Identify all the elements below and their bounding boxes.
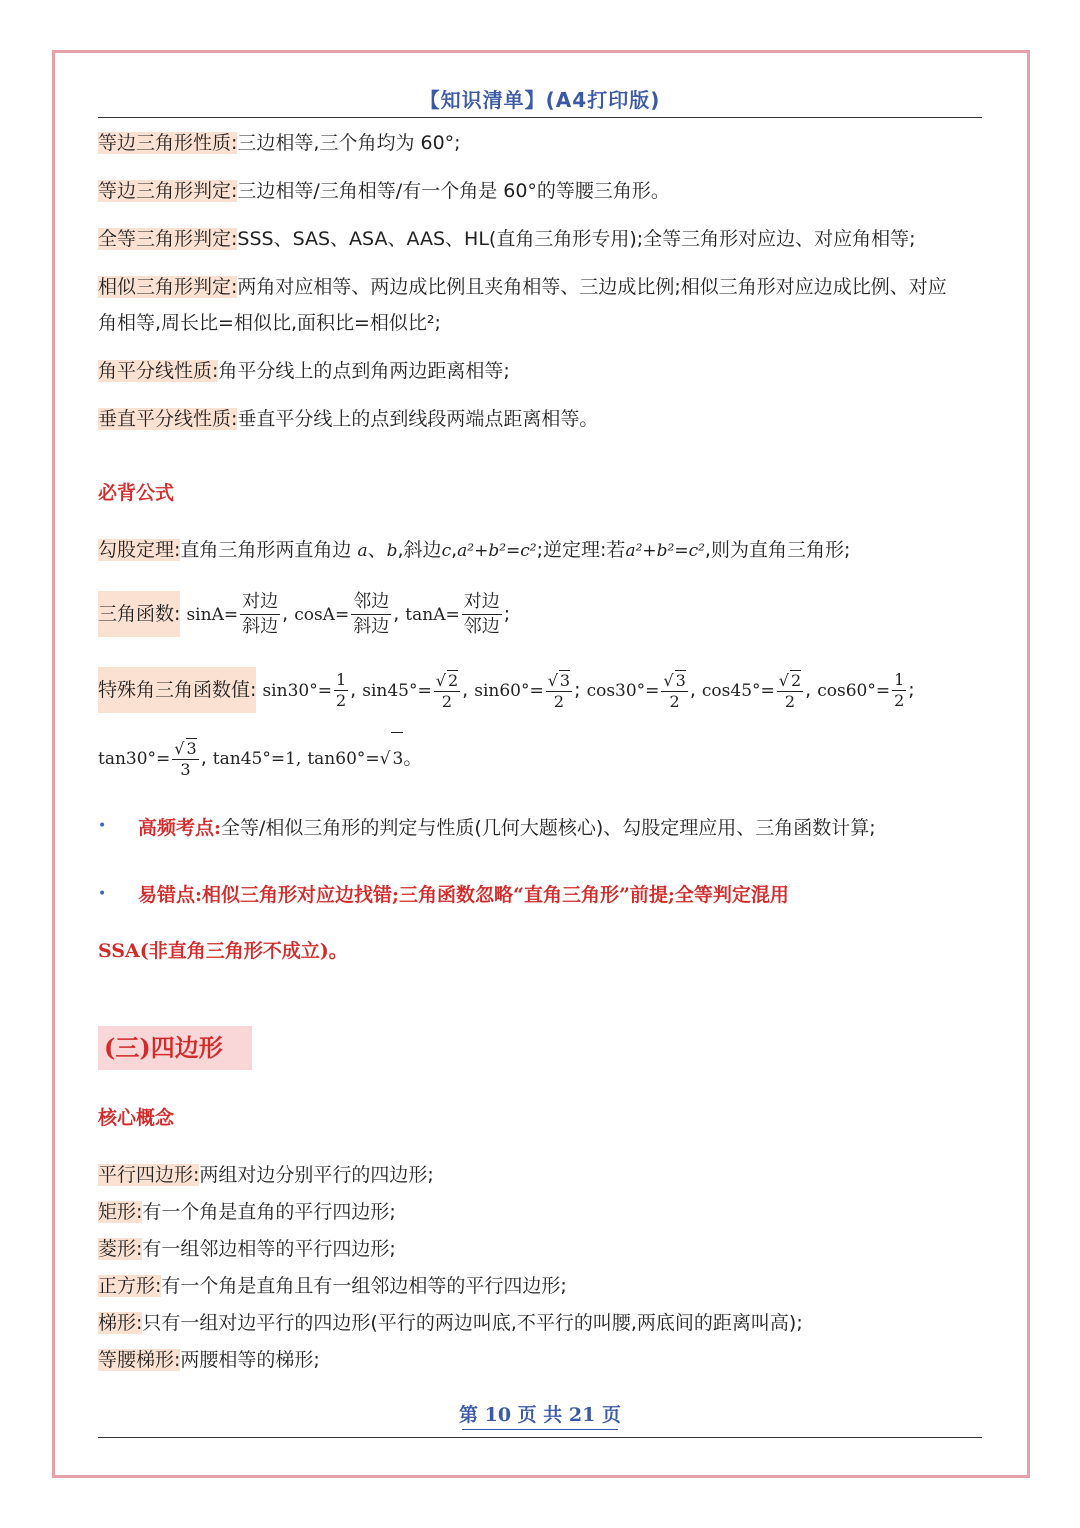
term-label: 平行四边形: — [98, 1164, 200, 1186]
term-label: 正方形: — [98, 1275, 162, 1297]
tan-values — [98, 732, 422, 784]
radicand: 2 — [447, 670, 459, 690]
cos60-fraction — [892, 670, 906, 711]
def-isosceles-trapezoid — [98, 1347, 320, 1373]
pythag-equation: a²+b²=c² — [457, 541, 537, 561]
bullet-text: 全等/相似三角形的判定与性质(几何大题核心)、勾股定理应用、三角函数计算; — [221, 817, 876, 839]
prop-text: SSS、SAS、ASA、AAS、HL(直角三角形专用);全等三角形对应边、对应角相等; — [237, 228, 916, 250]
def-square — [98, 1273, 567, 1299]
bullet-label: 高频考点: — [138, 817, 222, 839]
term-label: 矩形: — [98, 1201, 143, 1223]
def-text: 两组对边分别平行的四边形; — [199, 1164, 434, 1186]
comma: , — [282, 603, 289, 625]
bullet-label: 易错点: — [138, 884, 203, 906]
tan45-value: tan45°=1, — [212, 749, 302, 769]
semicolon: ; — [908, 679, 915, 701]
tan-denominator: 邻边 — [463, 616, 500, 637]
def-trapezoid — [98, 1310, 803, 1336]
radicand: 3 — [186, 738, 197, 758]
numerator — [434, 670, 460, 692]
semicolon: ; — [503, 603, 511, 625]
sin45-label: sin45°= — [362, 681, 432, 701]
tan30-fraction — [172, 738, 198, 780]
header-divider — [98, 117, 982, 118]
prop-congruent-criterion — [98, 226, 916, 252]
def-text: 有一个角是直角且有一组邻边相等的平行四边形; — [161, 1275, 567, 1297]
def-text: 有一个角是直角的平行四边形; — [142, 1201, 396, 1223]
radicand: 3 — [675, 670, 686, 690]
sqrt-icon: √ — [663, 670, 674, 690]
sin30-fraction — [334, 670, 348, 711]
sin30-label: sin30°= — [262, 681, 332, 701]
cos-label: cosA= — [294, 605, 350, 625]
tan-label: tanA= — [405, 605, 460, 625]
term-label: 等边三角形判定: — [98, 180, 238, 202]
prop-similar-criterion-cont — [98, 310, 441, 336]
denominator: 2 — [553, 691, 564, 711]
prop-text: 三边相等,三个角均为 60°; — [237, 132, 461, 154]
prop-equilateral-property — [98, 130, 461, 156]
denominator: 2 — [894, 691, 905, 710]
bullet-common-errors — [138, 880, 789, 907]
trig-functions — [98, 588, 510, 640]
sin60-label: sin60°= — [474, 681, 544, 701]
sin-numerator: 对边 — [240, 590, 280, 615]
prop-equilateral-criterion — [98, 178, 670, 204]
numerator: 1 — [894, 670, 905, 689]
term-label: 全等三角形判定: — [98, 228, 238, 250]
footer-divider — [98, 1437, 982, 1438]
page-number: 第 10 页 共 21 页 — [459, 1404, 621, 1426]
prop-text: 角平分线上的点到角两边距离相等; — [218, 360, 510, 382]
pythag-text-5: ,则为直角三角形; — [704, 539, 851, 561]
term-label: 梯形: — [98, 1312, 143, 1334]
pythag-text-4: ;逆定理:若 — [536, 539, 626, 561]
period: 。 — [403, 747, 423, 769]
pythag-equation-converse: a²+b²=c² — [625, 541, 705, 561]
sin-denominator: 斜边 — [242, 616, 279, 637]
semicolon: ; — [574, 679, 581, 701]
term-label: 相似三角形判定: — [98, 276, 238, 298]
pythag-text-1: 直角三角形两直角边 — [180, 539, 352, 561]
comma: , — [689, 679, 696, 701]
tan60-label: tan60°= — [307, 749, 380, 769]
tan30-label: tan30°= — [98, 749, 171, 769]
pythag-text-3: , — [451, 539, 458, 561]
bullet-dot-icon: • — [98, 886, 107, 902]
sin45-fraction — [434, 670, 460, 712]
def-rhombus — [98, 1236, 396, 1262]
def-text: 有一组邻边相等的平行四边形; — [142, 1238, 396, 1260]
numerator — [661, 670, 687, 692]
term-label: 三角函数: — [98, 591, 180, 637]
term-label: 垂直平分线性质: — [98, 408, 238, 430]
numerator — [172, 738, 198, 760]
bullet-dot-icon: • — [98, 818, 107, 834]
term-label: 角平分线性质: — [98, 360, 219, 382]
page-number-underline — [462, 1429, 618, 1430]
comma: , — [200, 747, 207, 769]
def-parallelogram — [98, 1162, 434, 1188]
prop-perpendicular-bisector — [98, 406, 598, 432]
cos-numerator: 邻边 — [351, 590, 391, 615]
var-b: b — [386, 541, 398, 561]
sqrt-icon: √ — [379, 749, 391, 769]
sqrt-icon: √ — [174, 738, 185, 758]
comma: , — [350, 679, 357, 701]
term-label: 菱形: — [98, 1238, 143, 1260]
tan60-radicand: 3 — [391, 732, 403, 785]
bullet-text: 相似三角形对应边找错;三角函数忽略“直角三角形”前提;全等判定混用 — [202, 884, 789, 906]
prop-text: 三边相等/三角相等/有一个角是 60°的等腰三角形。 — [237, 180, 670, 202]
pythag-text-2: ,斜边 — [397, 539, 442, 561]
denominator: 2 — [784, 691, 796, 711]
denominator: 2 — [441, 691, 453, 711]
sqrt-icon: √ — [435, 670, 446, 690]
section-title: (三)四边形 — [98, 1026, 252, 1070]
var-a: a — [357, 541, 368, 561]
pythag-sep: 、 — [367, 539, 387, 561]
sqrt-icon: √ — [778, 670, 789, 690]
numerator: 1 — [335, 670, 347, 689]
comma: , — [462, 679, 469, 701]
special-angle-values — [98, 664, 915, 716]
bullet-common-errors-cont — [98, 936, 348, 963]
var-c: c — [441, 541, 452, 561]
numerator — [777, 670, 803, 692]
def-rectangle — [98, 1199, 396, 1225]
prop-text: 两角对应相等、两边成比例且夹角相等、三边成比例;相似三角形对应边成比例、对应 — [237, 276, 947, 298]
term-label: 勾股定理: — [98, 539, 181, 561]
cos60-label: cos60°= — [817, 681, 891, 701]
term-label: 特殊角三角函数值: — [98, 667, 256, 713]
sqrt-icon: √ — [547, 670, 558, 690]
prop-text-cont: 角相等,周长比=相似比,面积比=相似比²; — [98, 312, 441, 334]
header-title: 【知识清单】(A4打印版) — [419, 88, 661, 112]
core-concepts-heading: 核心概念 — [98, 1107, 175, 1129]
cos45-fraction — [777, 670, 803, 712]
tan-numerator: 对边 — [462, 590, 502, 615]
def-text: 只有一组对边平行的四边形(平行的两边叫底,不平行的叫腰,两底间的距离叫高); — [142, 1312, 803, 1334]
def-text: 两腰相等的梯形; — [180, 1349, 320, 1371]
prop-similar-criterion — [98, 274, 947, 300]
prop-angle-bisector — [98, 358, 510, 384]
sin-fraction — [240, 590, 280, 639]
bullet-high-frequency — [138, 813, 876, 840]
term-label: 等腰梯形: — [98, 1349, 181, 1371]
bullet-text-cont: SSA(非直角三角形不成立)。 — [98, 940, 348, 962]
denominator: 3 — [180, 759, 191, 779]
cos30-fraction — [661, 670, 687, 712]
numerator — [546, 670, 572, 692]
tan-fraction — [462, 590, 502, 639]
prop-text: 垂直平分线上的点到线段两端点距离相等。 — [237, 408, 599, 430]
cos45-label: cos45°= — [701, 681, 775, 701]
comma: , — [393, 603, 400, 625]
radicand: 3 — [559, 670, 571, 690]
cos-denominator: 斜边 — [353, 616, 390, 637]
sin60-fraction — [546, 670, 572, 712]
radicand: 2 — [790, 670, 802, 690]
cos30-label: cos30°= — [586, 681, 660, 701]
denominator: 2 — [669, 691, 680, 711]
formulas-heading: 必背公式 — [98, 482, 175, 504]
term-label: 等边三角形性质: — [98, 132, 238, 154]
comma: , — [805, 679, 812, 701]
sin-label: sinA= — [186, 605, 239, 625]
pythagorean-theorem — [98, 537, 850, 564]
denominator: 2 — [335, 691, 347, 710]
cos-fraction — [351, 590, 391, 639]
